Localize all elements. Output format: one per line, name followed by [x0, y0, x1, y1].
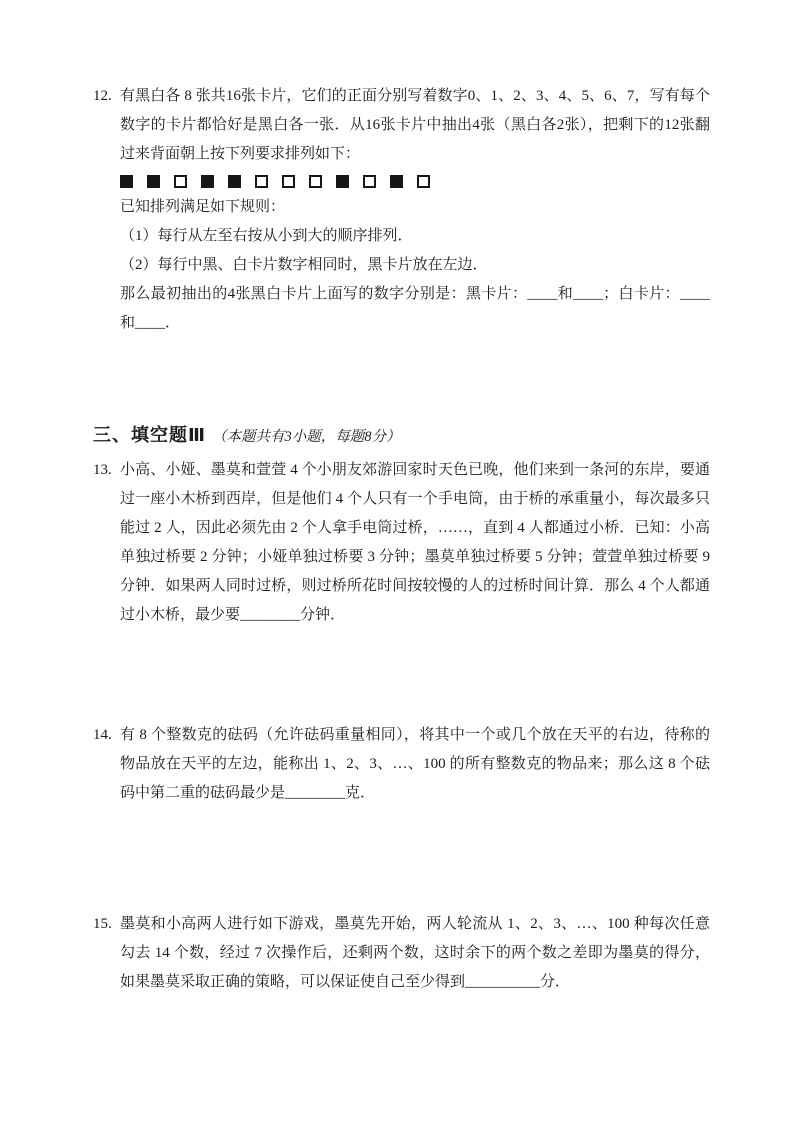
black-card-icon [390, 175, 403, 188]
white-card-icon [255, 175, 268, 188]
problem-12-body [120, 82, 710, 338]
problem-13 [93, 456, 710, 630]
problem-13-text: 小高、小娅、墨莫和萱萱 4 个小朋友郊游回家时天色已晚，他们来到一条河的东岸，要通过一座小木桥到西岸，但是他们 4 个人只有一个手电筒，由于桥的承重量小，每次最多只能过 2 人，因此必须先由 2 个人拿手电筒过桥，……，直到 4 人都通过小桥．已知：小高单独过桥要 2 分钟；小娅单独过桥要 3 分钟；墨莫单独过桥要 5 分钟；萱萱单独过桥要 9 分钟．如果两人同时过桥，则过桥所花时间按较慢的人的过桥时间计算．那么 4 个人都通过小木桥，最少要________分钟． [120, 462, 710, 623]
problem-14 [93, 721, 710, 808]
white-card-icon [309, 175, 322, 188]
white-card-icon [282, 175, 295, 188]
problem-12-intro: 有黑白各 8 张共16张卡片，它们的正面分别写着数字0、1、2、3、4、5、6、7，写有每个数字的卡片都恰好是黑白各一张．从16张卡片中抽出4张（黑白各2张），把剩下的12张翻过来背面朝上按下列要求排列如下： [120, 88, 710, 162]
problem-13-number: 13. [93, 462, 112, 478]
section-heading [93, 420, 710, 452]
white-card-icon [363, 175, 376, 188]
black-card-icon [336, 175, 349, 188]
black-card-icon [120, 175, 133, 188]
white-card-icon [417, 175, 430, 188]
problem-12-rule-1: （1）每行从左至右按从小到大的顺序排列． [120, 228, 413, 244]
problem-15-number: 15. [93, 916, 112, 932]
problem-12-rules-intro: 已知排列满足如下规则： [120, 199, 286, 215]
problem-12 [93, 82, 710, 338]
card-row [120, 173, 710, 189]
problem-12-question: 那么最初抽出的4张黑白卡片上面写的数字分别是：黑卡片：____和____；白卡片：____和____． [120, 286, 710, 331]
problem-15 [93, 910, 710, 997]
problem-15-text: 墨莫和小高两人进行如下游戏，墨莫先开始，两人轮流从 1、2、3、…、100 种每次任意勾去 14 个数，经过 7 次操作后，还剩两个数，这时余下的两个数之差即为墨莫的得分，如果墨莫采取正确的策略，可以保证使自己至少得到__________分． [120, 916, 710, 990]
black-card-icon [147, 175, 160, 188]
problem-12-rule-2: （2）每行中黑、白卡片数字相同时，黑卡片放在左边． [120, 257, 488, 273]
problem-12-number: 12. [93, 88, 112, 104]
problem-14-number: 14. [93, 727, 112, 743]
section-note: （本题共有3小题，每题8分） [212, 429, 401, 445]
black-card-icon [228, 175, 241, 188]
problem-14-text: 有 8 个整数克的砝码（允许砝码重量相同），将其中一个或几个放在天平的右边，待称的物品放在天平的左边，能称出 1、2、3、…、100 的所有整数克的物品来；那么这 8 个砝码中第二重的砝码最少是________克． [120, 727, 710, 801]
white-card-icon [174, 175, 187, 188]
section-title: 三、填空题Ⅲ [93, 425, 207, 445]
black-card-icon [201, 175, 214, 188]
